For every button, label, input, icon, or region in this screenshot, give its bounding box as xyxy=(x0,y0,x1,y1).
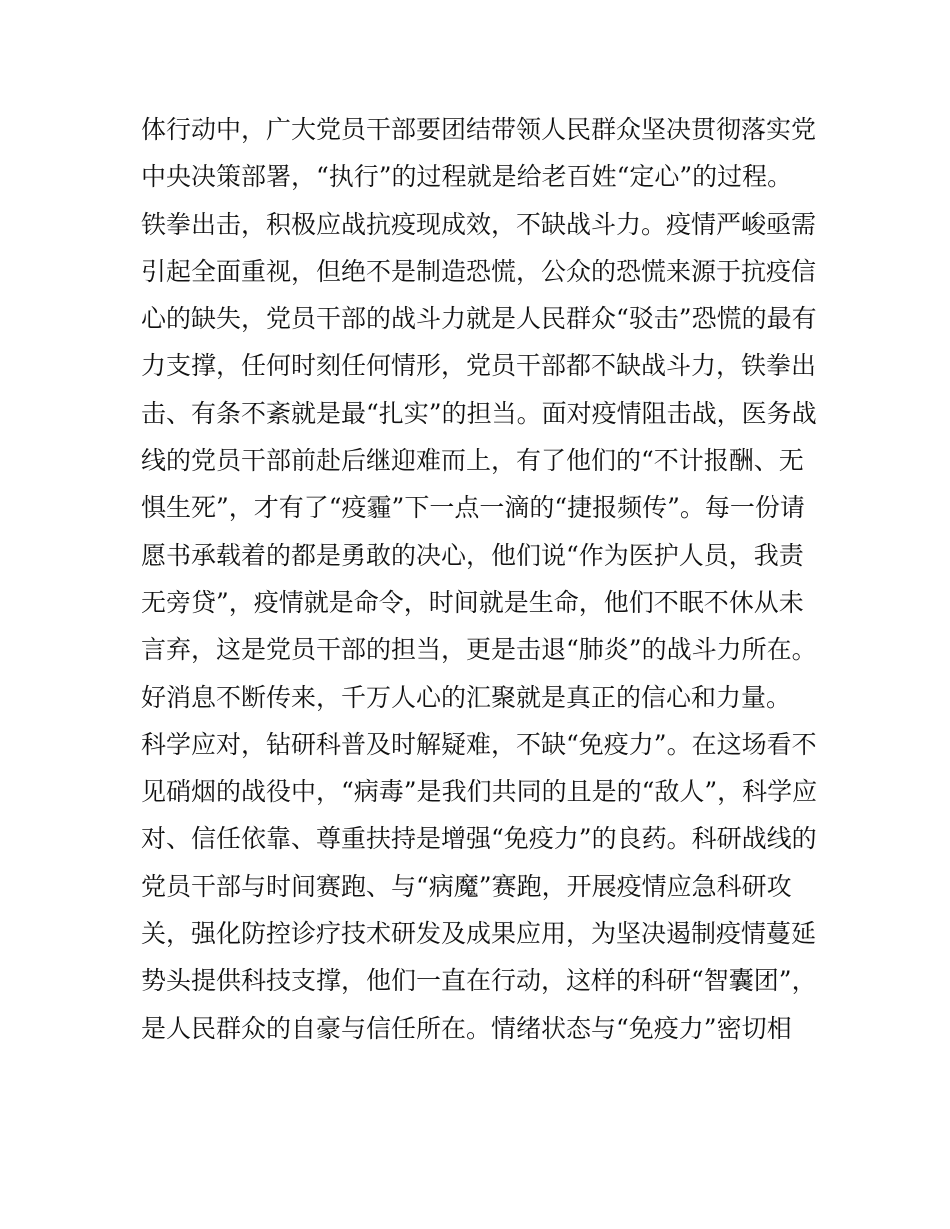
text-line: 是人民群众的自豪与信任所在。情绪状态与“免疫力”密切相 xyxy=(141,1013,792,1043)
text-line: 势头提供科技支撑，他们一直在行动，这样的科研“智囊团”， xyxy=(141,966,817,996)
text-line: 言弃，这是党员干部的担当，更是击退“肺炎”的战斗力所在。 xyxy=(141,635,817,665)
text-line: 党员干部与时间赛跑、与“病魔”赛跑，开展疫情应急科研攻 xyxy=(141,871,792,901)
text-line: 关，强化防控诊疗技术研发及成果应用，为坚决遏制疫情蔓延 xyxy=(141,919,817,949)
text-line: 见硝烟的战役中，“病毒”是我们共同的且是的“敌人”，科学应 xyxy=(141,777,818,807)
text-line: 无旁贷”，疫情就是命令，时间就是生命，他们不眠不休从未 xyxy=(141,587,804,617)
text-line: 好消息不断传来，千万人心的汇聚就是真正的信心和力量。 xyxy=(141,682,792,712)
text-line: 引起全面重视，但绝不是制造恐慌，公众的恐慌来源于抗疫信 xyxy=(141,256,817,286)
text-line: 线的党员干部前赴后继迎难而上，有了他们的“不计报酬、无 xyxy=(141,446,804,476)
text-line: 惧生死”，才有了“疫霾”下一点一滴的“捷报频传”。每一份请 xyxy=(141,493,805,523)
body-text xyxy=(141,106,821,1052)
text-line: 击、有条不紊就是最“扎实”的担当。面对疫情阻击战，医务战 xyxy=(141,398,817,428)
text-line: 对、信任依靠、尊重扶持是增强“免疫力”的良药。科研战线的 xyxy=(141,824,817,854)
text-line: 铁拳出击，积极应战抗疫现成效，不缺战斗力。疫情严峻亟需 xyxy=(141,209,817,239)
text-line: 体行动中，广大党员干部要团结带领人民群众坚决贯彻落实党 xyxy=(141,115,817,144)
text-line: 愿书承载着的都是勇敢的决心，他们说“作为医护人员，我责 xyxy=(141,540,804,570)
text-line: 力支撑，任何时刻任何情形，党员干部都不缺战斗力，铁拳出 xyxy=(141,351,817,381)
text-line: 科学应对，钻研科普及时解疑难，不缺“免疫力”。在这场看不 xyxy=(141,729,817,759)
text-line: 中央决策部署，“执行”的过程就是给老百姓“定心”的过程。 xyxy=(141,162,793,192)
text-line: 心的缺失，党员干部的战斗力就是人民群众“驳击”恐慌的最有 xyxy=(141,304,817,334)
